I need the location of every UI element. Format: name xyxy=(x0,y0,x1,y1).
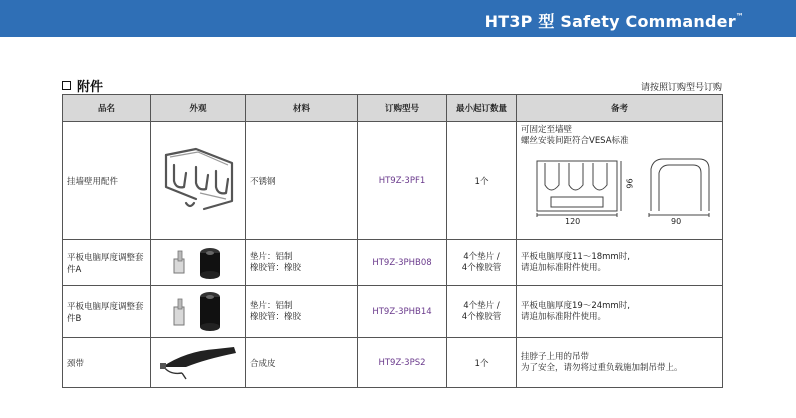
remark-line: 可固定至墙壁 xyxy=(521,125,573,135)
material-line: 垫片：铝制 xyxy=(250,300,293,311)
material-cell: 不锈钢 xyxy=(246,122,358,240)
order-model: HT9Z-3PS2 xyxy=(358,338,447,388)
material-line: 橡胶管：橡胶 xyxy=(250,262,302,273)
column-header: 材料 xyxy=(246,95,358,122)
table-row xyxy=(63,338,723,388)
remark-line: 请追加标准附件使用。 xyxy=(521,311,607,322)
remark-line: 平板电脑厚度11～18mm时, xyxy=(521,251,630,262)
dimension-height: 96 xyxy=(625,178,635,189)
remarks-cell xyxy=(517,286,723,338)
min-quantity: 1个 xyxy=(447,338,517,388)
wall-bracket-image xyxy=(156,143,240,215)
appearance-cell xyxy=(151,338,246,388)
spacer-kit-image xyxy=(156,241,240,281)
dimension-width: 120 xyxy=(565,217,581,226)
order-note: 请按照订购型号订购 xyxy=(640,83,722,93)
material-line: 垫片：铝制 xyxy=(250,251,293,262)
material-line: 橡胶管：橡胶 xyxy=(250,311,302,322)
item-name: 平板电脑厚度调整套件B xyxy=(63,286,151,338)
remark-line: 螺丝安装间距符合VESA标准 xyxy=(521,136,629,146)
table-row xyxy=(63,286,723,338)
min-qty-line: 4个垫片 / xyxy=(463,251,500,262)
section-title-text: 附件 xyxy=(77,80,104,95)
trademark-mark: ™ xyxy=(735,12,744,21)
remarks-cell xyxy=(517,338,723,388)
neck-strap-image xyxy=(156,341,240,381)
min-quantity xyxy=(447,240,517,286)
material-cell xyxy=(246,240,358,286)
page-header-title xyxy=(485,9,744,32)
order-model: HT9Z-3PF1 xyxy=(358,122,447,240)
material-cell xyxy=(246,286,358,338)
header-title-text: HT3P 型 Safety Commander xyxy=(484,12,736,31)
remark-line: 请追加标准附件使用。 xyxy=(521,262,607,273)
material-cell: 合成皮 xyxy=(246,338,358,388)
remarks-cell xyxy=(517,240,723,286)
remarks-cell xyxy=(517,122,723,240)
item-name: 颈带 xyxy=(63,338,151,388)
table-row xyxy=(63,240,723,286)
order-model: HT9Z-3PHB08 xyxy=(358,240,447,286)
table-header-row xyxy=(63,95,723,122)
appearance-cell xyxy=(151,286,246,338)
remark-line: 为了安全，请勿将过重负载施加制吊带上。 xyxy=(521,362,683,373)
dimension-depth: 90 xyxy=(671,217,682,226)
min-qty-line: 4个橡胶管 xyxy=(461,262,502,273)
min-quantity xyxy=(447,286,517,338)
accessories-table xyxy=(62,94,723,388)
column-header: 备考 xyxy=(517,95,723,122)
column-header: 品名 xyxy=(63,95,151,122)
spacer-kit-image xyxy=(156,287,240,333)
section-title xyxy=(62,76,103,95)
min-quantity: 1个 xyxy=(447,122,517,240)
table-row xyxy=(63,122,723,240)
remark-line: 平板电脑厚度19～24mm时, xyxy=(521,300,630,311)
remark-line: 挂脖子上用的吊带 xyxy=(521,351,590,362)
column-header: 外观 xyxy=(151,95,246,122)
square-bullet-icon xyxy=(62,81,71,90)
appearance-cell xyxy=(151,122,246,240)
min-qty-line: 4个垫片 / xyxy=(463,300,500,311)
order-model: HT9Z-3PHB14 xyxy=(358,286,447,338)
appearance-cell xyxy=(151,240,246,286)
min-qty-line: 4个橡胶管 xyxy=(461,311,502,322)
item-name: 平板电脑厚度调整套件A xyxy=(63,240,151,286)
item-name: 挂墙壁用配件 xyxy=(63,122,151,240)
dimension-drawing xyxy=(531,155,721,233)
column-header: 订购型号 xyxy=(358,95,447,122)
column-header: 最小起订数量 xyxy=(447,95,517,122)
